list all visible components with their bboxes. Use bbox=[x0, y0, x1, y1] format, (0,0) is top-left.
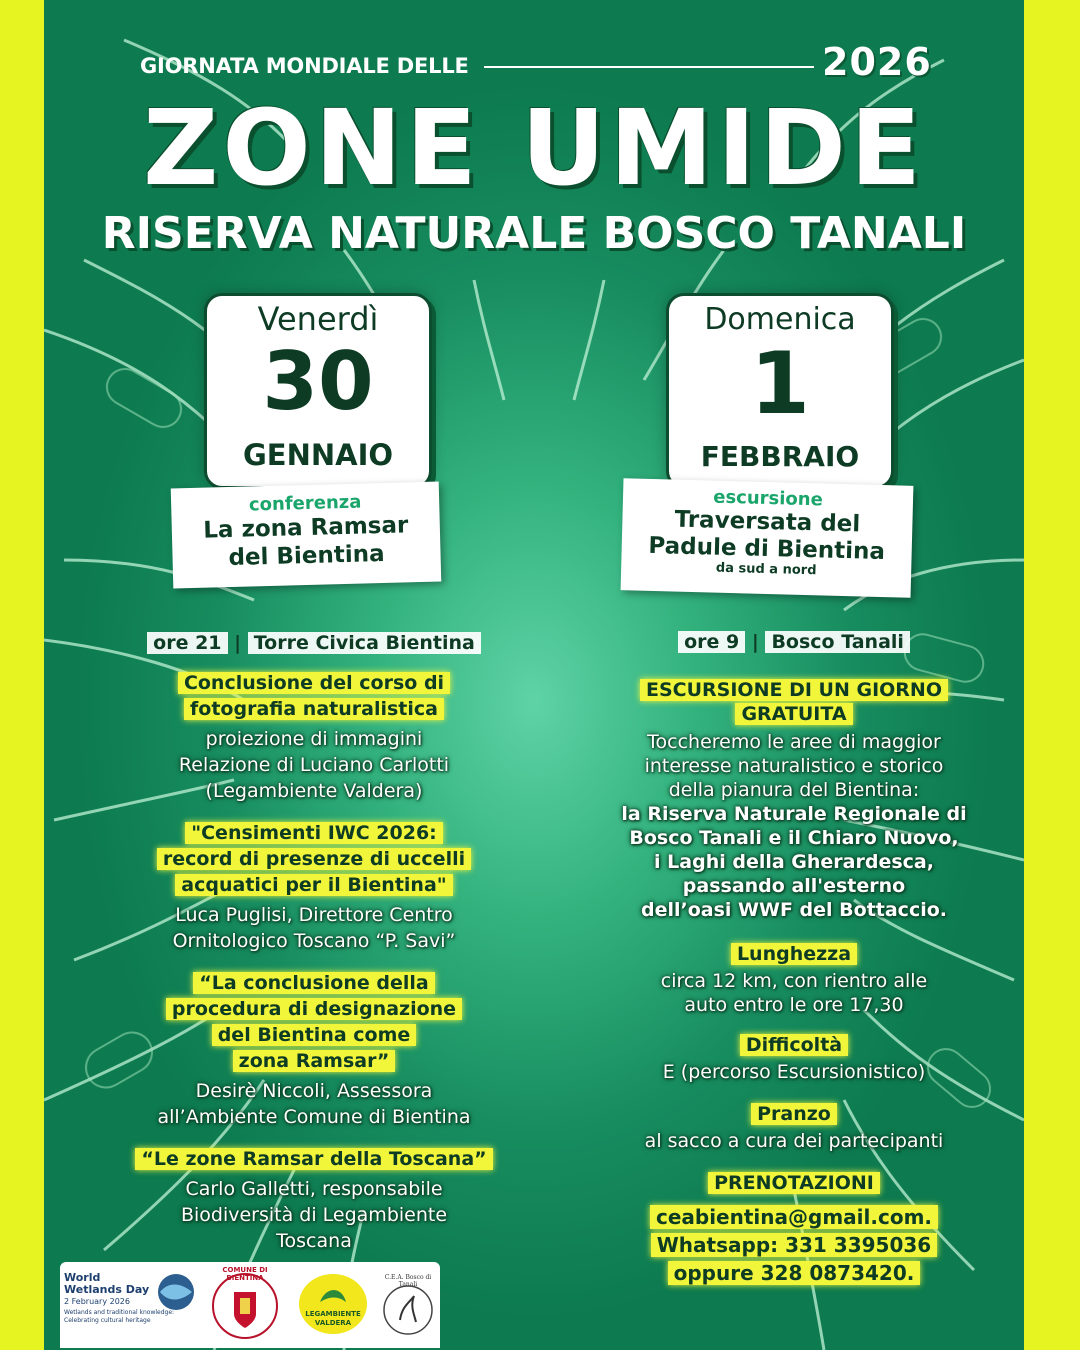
left-item-3-text-2: all’Ambiente Comune di Bientina bbox=[157, 1106, 471, 1128]
left-time: ore 21 bbox=[147, 632, 227, 654]
event-card-right bbox=[621, 478, 914, 598]
left-item-2-text-2: Ornitologico Toscano “P. Savi” bbox=[172, 930, 456, 952]
length-block bbox=[584, 942, 1004, 1017]
left-item-3 bbox=[104, 970, 524, 1130]
desc-bold-1: la Riserva Naturale Regionale di bbox=[621, 803, 967, 825]
left-item-2 bbox=[104, 820, 524, 954]
hike-heading-2: GRATUITA bbox=[735, 703, 852, 725]
wetlands-globe-icon bbox=[150, 1272, 202, 1312]
left-item-2-text-1: Luca Puglisi, Direttore Centro bbox=[175, 904, 453, 926]
right-weekday: Domenica bbox=[704, 302, 856, 337]
booking-phone[interactable]: oppure 328 0873420. bbox=[668, 1261, 921, 1285]
desc-line-2: interesse naturalistico e storico bbox=[644, 755, 944, 777]
left-item-1-hl-2: fotografia naturalistica bbox=[184, 698, 444, 720]
difficulty-block bbox=[584, 1033, 1004, 1084]
desc-bold-2: Bosco Tanali e il Chiaro Nuovo, bbox=[629, 827, 959, 849]
left-item-1-hl-1: Conclusione del corso di bbox=[178, 672, 450, 694]
desc-line-3: della pianura del Bientina: bbox=[668, 779, 920, 801]
right-column bbox=[584, 630, 1004, 1287]
desc-bold-5: dell’oasi WWF del Bottaccio. bbox=[641, 899, 947, 921]
poster-panel bbox=[44, 0, 1024, 1350]
cea-logo bbox=[380, 1270, 436, 1340]
left-item-2-hl-2: record di presenze di uccelli bbox=[157, 848, 471, 870]
difficulty-text: E (percorso Escursionistico) bbox=[662, 1061, 926, 1083]
main-title: ZONE UMIDE bbox=[142, 87, 926, 209]
date-card-left bbox=[204, 293, 432, 489]
hike-description bbox=[584, 730, 1004, 922]
left-place: Torre Civica Bientina bbox=[248, 632, 481, 654]
left-item-3-hl-1: “La conclusione della bbox=[193, 972, 434, 994]
left-column bbox=[104, 630, 524, 1254]
left-item-3-text-1: Desirè Niccoli, Assessora bbox=[195, 1080, 433, 1102]
legambiente-label bbox=[298, 1310, 368, 1328]
left-item-4-text-3: Toscana bbox=[276, 1230, 352, 1252]
pre-title: GIORNATA MONDIALE DELLE bbox=[140, 54, 469, 78]
wwd-logo bbox=[64, 1272, 194, 1325]
desc-bold-4: passando all'esterno bbox=[682, 875, 906, 897]
header-divider bbox=[484, 66, 814, 68]
left-item-4-text-1: Carlo Galletti, responsabile bbox=[185, 1178, 443, 1200]
wwd-date: 2 February 2026 bbox=[64, 1297, 130, 1306]
difficulty-label: Difficoltà bbox=[740, 1034, 848, 1056]
date-card-right bbox=[666, 293, 894, 489]
hike-heading-1: ESCURSIONE DI UN GIORNO bbox=[640, 679, 948, 701]
legambiente-label-2: VALDERA bbox=[314, 1319, 352, 1327]
left-event-title-1: La zona Ramsar bbox=[202, 512, 409, 544]
left-day: 30 bbox=[262, 335, 374, 428]
length-label: Lunghezza bbox=[731, 943, 857, 965]
right-event-title-2: Padule di Bientina bbox=[648, 532, 886, 566]
left-item-3-hl-2: procedura di designazione bbox=[166, 998, 462, 1020]
booking-label: PRENOTAZIONI bbox=[708, 1172, 880, 1194]
lunch-block bbox=[584, 1102, 1004, 1153]
left-item-1 bbox=[104, 670, 524, 804]
booking-block bbox=[584, 1171, 1004, 1287]
wwd-title-2: Wetlands Day bbox=[64, 1283, 150, 1296]
wwd-title-1: World bbox=[64, 1271, 101, 1284]
left-item-4-hl-1: “Le zone Ramsar della Toscana” bbox=[135, 1148, 492, 1170]
length-text-2: auto entro le ore 17,30 bbox=[684, 994, 904, 1016]
left-item-3-hl-3: del Bientina come bbox=[212, 1024, 417, 1046]
desc-bold-3: i Laghi della Gherardesca, bbox=[654, 851, 934, 873]
logo-bar bbox=[60, 1262, 440, 1348]
subtitle: RISERVA NATURALE BOSCO TANALI bbox=[101, 208, 967, 259]
length-text-1: circa 12 km, con rientro alle bbox=[660, 970, 928, 992]
booking-email[interactable]: ceabientina@gmail.com. bbox=[650, 1205, 938, 1229]
left-month: GENNAIO bbox=[242, 438, 394, 472]
comune-logo bbox=[210, 1268, 280, 1344]
right-time: ore 9 bbox=[678, 631, 745, 653]
left-event-type: conferenza bbox=[248, 491, 362, 516]
left-item-3-hl-4: zona Ramsar” bbox=[233, 1050, 396, 1072]
left-weekday: Venerdì bbox=[257, 300, 379, 338]
wwd-tag-2: Celebrating cultural heritage bbox=[64, 1317, 151, 1324]
right-event-sub: da sud a nord bbox=[715, 560, 817, 579]
event-card-left bbox=[171, 482, 442, 589]
left-item-1-text-1: proiezione di immagini bbox=[205, 728, 423, 750]
wwd-tag-1: Wetlands and traditional knowledge: bbox=[64, 1309, 175, 1316]
right-month: FEBBRAIO bbox=[700, 440, 860, 473]
hike-heading bbox=[584, 678, 1004, 726]
right-time-place: ore 9 | Bosco Tanali bbox=[584, 630, 1004, 654]
booking-whatsapp[interactable]: Whatsapp: 331 3395036 bbox=[651, 1233, 937, 1257]
comune-label: COMUNE DI BIENTINA bbox=[222, 1266, 268, 1282]
left-time-place: ore 21 | Torre Civica Bientina bbox=[104, 630, 524, 656]
left-item-4-text-2: Biodiversità di Legambiente bbox=[180, 1204, 448, 1226]
right-day: 1 bbox=[750, 334, 810, 434]
right-place: Bosco Tanali bbox=[765, 631, 909, 653]
lunch-text: al sacco a cura dei partecipanti bbox=[644, 1130, 944, 1152]
left-item-2-hl-3: acquatici per il Bientina" bbox=[175, 874, 452, 896]
legambiente-label-1: LEGAMBIENTE bbox=[305, 1310, 361, 1318]
left-event-title-2: del Bientina bbox=[228, 540, 385, 572]
header-year: 2026 bbox=[822, 40, 932, 84]
desc-line-1: Toccheremo le aree di maggior bbox=[647, 731, 941, 753]
cea-label: C.E.A. Bosco di Tanali bbox=[384, 1274, 432, 1288]
legambiente-logo bbox=[298, 1272, 368, 1336]
left-item-1-text-3: (Legambiente Valdera) bbox=[205, 780, 423, 802]
right-event-title-1: Traversata del bbox=[674, 506, 861, 538]
left-item-4 bbox=[104, 1146, 524, 1254]
right-event-type: escursione bbox=[712, 486, 824, 511]
left-item-1-text-2: Relazione di Luciano Carlotti bbox=[178, 754, 450, 776]
left-item-2-hl-1: "Censimenti IWC 2026: bbox=[185, 822, 443, 844]
lunch-label: Pranzo bbox=[751, 1103, 837, 1125]
